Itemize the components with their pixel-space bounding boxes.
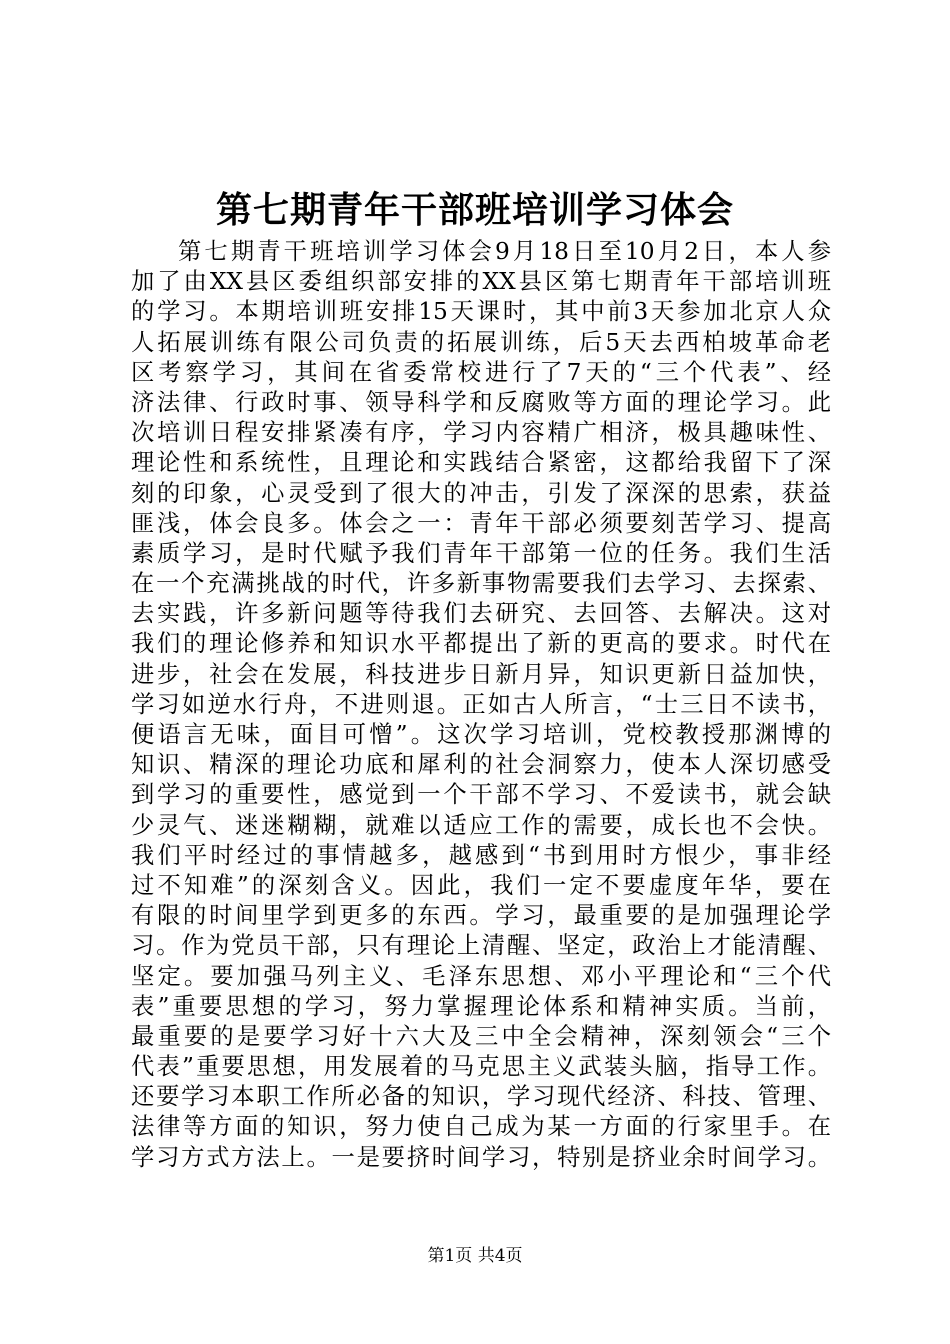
body-line: 我们平时经过的事情越多，越感到“书到用时方恨少，事非经 xyxy=(131,841,831,869)
body-line: 有限的时间里学到更多的东西。学习，最重要的是加强理论学 xyxy=(131,902,831,930)
body-line: 习。作为党员干部，只有理论上清醒、坚定，政治上才能清醒、 xyxy=(131,932,831,960)
body-line: 第七期青干班培训学习体会9月18日至10月2日，本人参 xyxy=(178,238,831,265)
body-line: 过不知难”的深刻含义。因此，我们一定不要虚度年华，要在 xyxy=(131,871,831,899)
body-line: 加了由XX县区委组织部安排的XX县区第七期青年干部培训班 xyxy=(131,268,831,296)
body-line: 刻的印象，心灵受到了很大的冲击，引发了深深的思索，获益 xyxy=(131,479,831,507)
document-body xyxy=(131,237,831,1173)
body-line: 去实践，许多新问题等待我们去研究、去回答、去解决。这对 xyxy=(131,600,831,628)
body-line: 我们的理论修养和知识水平都提出了新的更高的要求。时代在 xyxy=(131,630,831,658)
body-line: 坚定。要加强马列主义、毛泽东思想、邓小平理论和“三个代 xyxy=(131,962,831,990)
body-line: 便语言无味，面目可憎”。这次学习培训，党校教授那渊博的 xyxy=(131,721,831,748)
body-line: 法律等方面的知识，努力使自己成为某一方面的行家里手。在 xyxy=(131,1113,831,1141)
body-line: 匪浅，体会良多。体会之一：青年干部必须要刻苦学习、提高 xyxy=(131,509,831,537)
page-number-footer: 第1页 共4页 xyxy=(427,1246,523,1266)
body-line: 人拓展训练有限公司负责的拓展训练，后5天去西柏坡革命老 xyxy=(131,328,831,356)
body-line: 学习如逆水行舟，不进则退。正如古人所言，“士三日不读书， xyxy=(131,690,831,718)
body-line: 理论性和系统性，且理论和实践结合紧密，这都给我留下了深 xyxy=(131,449,831,477)
body-line: 到学习的重要性，感觉到一个干部不学习、不爱读书，就会缺 xyxy=(131,781,831,809)
document-title: 第七期青年干部班培训学习体会 xyxy=(215,189,734,231)
body-line: 知识、精深的理论功底和犀利的社会洞察力，使本人深切感受 xyxy=(131,751,831,779)
body-line: 素质学习，是时代赋予我们青年干部第一位的任务。我们生活 xyxy=(131,539,831,567)
body-line: 济法律、行政时事、领导科学和反腐败等方面的理论学习。此 xyxy=(131,388,831,416)
body-line: 代表”重要思想，用发展着的马克思主义武装头脑，指导工作。 xyxy=(131,1053,831,1081)
body-line: 少灵气、迷迷糊糊，就难以适应工作的需要，成长也不会快。 xyxy=(131,811,831,839)
body-line: 学习方式方法上。一是要挤时间学习，特别是挤业余时间学习。 xyxy=(131,1143,831,1171)
body-line: 进步，社会在发展，科技进步日新月异，知识更新日益加快， xyxy=(131,660,831,688)
body-line: 区考察学习，其间在省委常校进行了7天的“三个代表”、经 xyxy=(131,358,831,386)
body-line: 还要学习本职工作所必备的知识，学习现代经济、科技、管理、 xyxy=(131,1083,831,1111)
body-line: 次培训日程安排紧凑有序，学习内容精广相济，极具趣味性、 xyxy=(131,419,831,447)
body-line: 的学习。本期培训班安排15天课时，其中前3天参加北京人众 xyxy=(131,298,831,326)
body-line: 最重要的是要学习好十六大及三中全会精神，深刻领会“三个 xyxy=(131,1022,831,1050)
body-line: 表”重要思想的学习，努力掌握理论体系和精神实质。当前， xyxy=(131,992,831,1020)
body-line: 在一个充满挑战的时代，许多新事物需要我们去学习、去探索、 xyxy=(131,570,831,598)
